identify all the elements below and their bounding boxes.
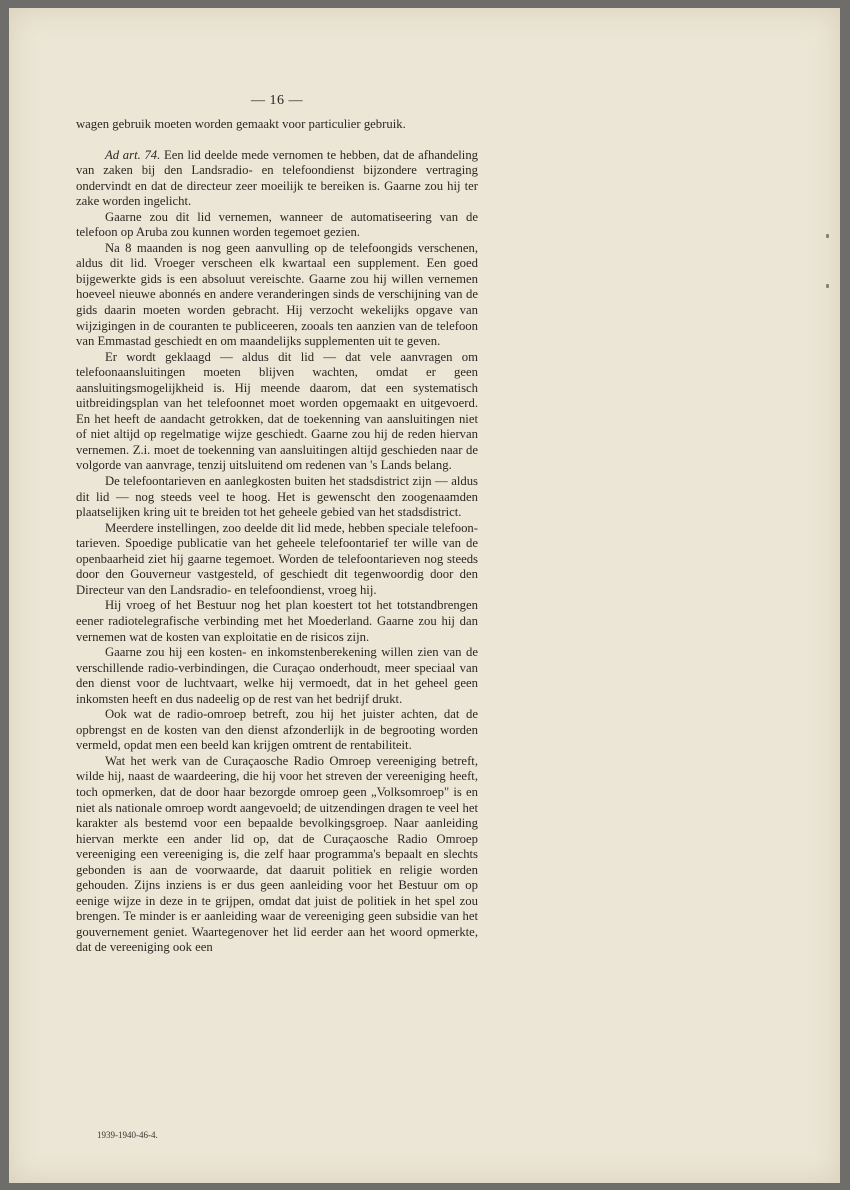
paragraph: Er wordt geklaagd — aldus dit lid — dat vele aanvragen om telefoonaansluitingen moeten blijven wachten, omdat er geen aansluitingsmogelijkheid is. Hij meende daarom, dat een systematisch uitbreidingsplan van het telefoonnet moet worden opgemaakt en uitgevoerd. En het heeft de aandacht getrokken, dat de toekenning van aansluitingen niet of niet altijd op regelmatige wijze geschiedt. Gaarne zou hij de reden hiervan vernemen. Z.i. moet de toekenning van aansluitingen altijd geschieden naar de volgorde van aanvrage, tenzij uitsluitend om redenen van 's Lands belang. xyxy=(76,349,478,473)
document-body xyxy=(76,117,478,956)
paper-speck xyxy=(826,284,829,288)
paragraph: wagen gebruik moeten worden gemaakt voor particulier gebruik. xyxy=(76,117,406,131)
paragraph: Meerdere instellingen, zoo deelde dit lid mede, hebben speciale telefoon-tarieven. Spoedige publicatie van het geheele telefoontarief ter wille van de openbaarheid ziet hij gaarne tegemoet. Worden de telefoontarieven nog steeds door den Gouverneur vastgesteld, of geschiedt dit tegenwoordig door den Directeur van den Landsradio- en telefoondienst, vroeg hij. xyxy=(76,520,478,597)
paragraph: Ook wat de radio-omroep betreft, zou hij het juister achten, dat de opbrengst en de kosten van den dienst afzonderlijk in de begrooting worden vermeld, opdat men een beeld kan krijgen omtrent de rentabiliteit. xyxy=(76,707,478,753)
page-number: — 16 — xyxy=(251,93,303,108)
paper-speck xyxy=(826,234,829,238)
footer-code: 1939-1940-46-4. xyxy=(97,1130,158,1140)
paragraph: De telefoontarieven en aanlegkosten buiten het stadsdistrict zijn — aldus dit lid — nog steeds veel te hoog. Het is gewenscht den zoogenaamden plaatselijken kring uit te breiden tot het geheele gebied van het stadsdistrict. xyxy=(76,474,478,520)
paragraph: Gaarne zou hij een kosten- en inkomstenberekening willen zien van de verschillende radio-verbindingen, die Curaçao onderhoudt, meer speciaal van den dienst voor de luchtvaart, welke hij vermoedt, dat in het geheel geen inkomsten heeft en dus nadeelig op de rest van het bedrijf drukt. xyxy=(76,645,478,706)
paragraph: Na 8 maanden is nog geen aanvulling op de telefoongids verschenen, aldus dit lid. Vroeger verscheen elk kwartaal een supplement. Een goed bijgewerkte gids is een absoluut vereischte. Gaarne zou hij willen vernemen hoeveel nieuwe abonnés en andere veranderingen sinds de verschijning van de gids daarin moeten worden gebracht. Hij verzocht wekelijks opgave van wijzigingen in de couranten te publiceeren, zooals ten aanzien van de telefoon van Emmastad geschiedt en om maandelijks supplementen uit te geven. xyxy=(76,240,478,349)
paragraph: Wat het werk van de Curaçaosche Radio Omroep vereeniging betreft, wilde hij, naast de waardeering, die hij voor het streven der vereeniging heeft, toch opmerken, dat de door haar bezorgde omroep geen „Volksomroep" is en niet als nationale omroep wordt aangevoeld; de uitzendingen dragen te veel het karakter als bestemd voor een bepaalde bevolkingsgroep. Naar aanleiding hiervan merkte een ander lid op, dat de Curaçaosche Radio Omroep vereeniging een vereeniging is, die zelf haar programma's bepaalt en slechts gebonden is aan de voorwaarde, dat daaruit politiek en religie worden gehouden. Zijns inziens is er dus geen aanleiding voor het Bestuur om op eenige wijze in deze in te grijpen, omdat dat juist de politiek in het spel zou brengen. Te minder is er aanleiding waar de vereeniging geen subsidie van het gouvernement geniet. Waartegenover het lid eerder aan het woord opmerkte, dat de vereeniging ook een xyxy=(76,753,478,955)
paragraph: Gaarne zou dit lid vernemen, wanneer de automatiseering van de telefoon op Aruba zou kunnen worden tegemoet gezien. xyxy=(76,209,478,240)
document-page xyxy=(9,8,840,1183)
paragraph: Hij vroeg of het Bestuur nog het plan koestert tot het totstandbrengen eener radiotelegrafische verbinding met het Moederland. Gaarne zou hij dan vernemen wat de kosten van exploitatie en de risicos zijn. xyxy=(76,598,478,644)
paragraph-article-74 xyxy=(76,148,478,210)
article-label: Ad art. 74. xyxy=(105,147,161,162)
paragraph-text: Een lid deelde mede vernomen te hebben, dat de afhandeling van zaken bij den Landsradio- en telefoondienst bijzondere vertraging ondervindt en dat de directeur zeer moeilijk te bereiken is. Gaarne zou hij ter zake worden ingelicht. xyxy=(76,147,479,209)
